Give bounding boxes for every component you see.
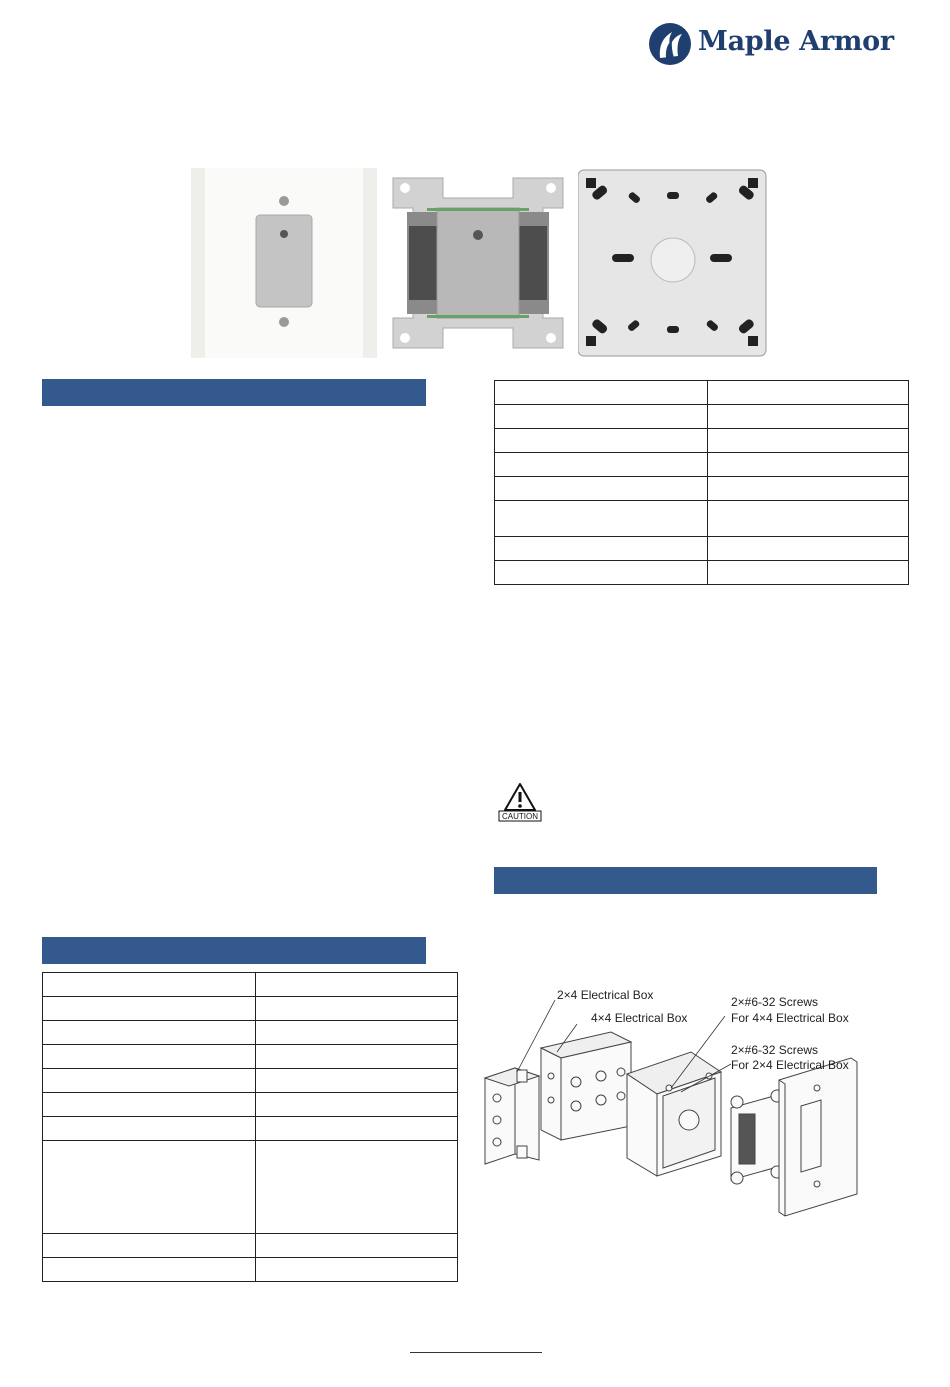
module-photo: [383, 168, 573, 358]
back-box-drawing: [627, 1052, 721, 1176]
2x4-box-drawing: [485, 1068, 539, 1164]
table-row: [43, 997, 458, 1021]
4x4-box-drawing: [541, 1032, 631, 1140]
front-cover-photo: [191, 168, 377, 358]
table-row: [43, 1141, 458, 1234]
table-row: [43, 1258, 458, 1282]
label-screws-2x4-line2: For 2×4 Electrical Box: [731, 1058, 849, 1072]
table-row: [43, 973, 458, 997]
brand-name: Maple Armor: [698, 26, 894, 57]
table-row: [495, 453, 909, 477]
table-row: [43, 1045, 458, 1069]
label-screws-4x4-line2: For 4×4 Electrical Box: [731, 1011, 849, 1025]
maple-leaf-logo-icon: [648, 22, 692, 66]
table-row: [495, 477, 909, 501]
installation-diagram: [481, 980, 865, 1220]
caution-badge-text: CAUTION: [502, 812, 538, 821]
table-row: [495, 429, 909, 453]
table-row: [495, 537, 909, 561]
brand-logo: [648, 22, 898, 66]
section-header-bar: [42, 379, 426, 406]
table-row: [495, 405, 909, 429]
table-row: [43, 1021, 458, 1045]
table-row: [43, 1093, 458, 1117]
table-row: [43, 1234, 458, 1258]
table-row: [495, 381, 909, 405]
caution-icon: [497, 782, 543, 822]
section-header-bar: [494, 867, 877, 894]
table-row: [495, 561, 909, 585]
label-2x4-electrical-box: 2×4 Electrical Box: [557, 988, 654, 1002]
footer-divider: [410, 1352, 542, 1353]
spec-table-left: [42, 972, 458, 1282]
table-row: [495, 501, 909, 537]
back-box-photo: [578, 168, 768, 358]
cover-plate-drawing: [779, 1058, 857, 1216]
spec-table-right: [494, 380, 909, 585]
label-screws-4x4-line1: 2×#6-32 Screws: [731, 995, 819, 1009]
table-row: [43, 1069, 458, 1093]
module-drawing: [731, 1090, 783, 1184]
section-header-bar: [42, 937, 426, 964]
label-screws-2x4-line1: 2×#6-32 Screws: [731, 1043, 819, 1057]
table-row: [43, 1117, 458, 1141]
label-4x4-electrical-box: 4×4 Electrical Box: [591, 1011, 688, 1025]
